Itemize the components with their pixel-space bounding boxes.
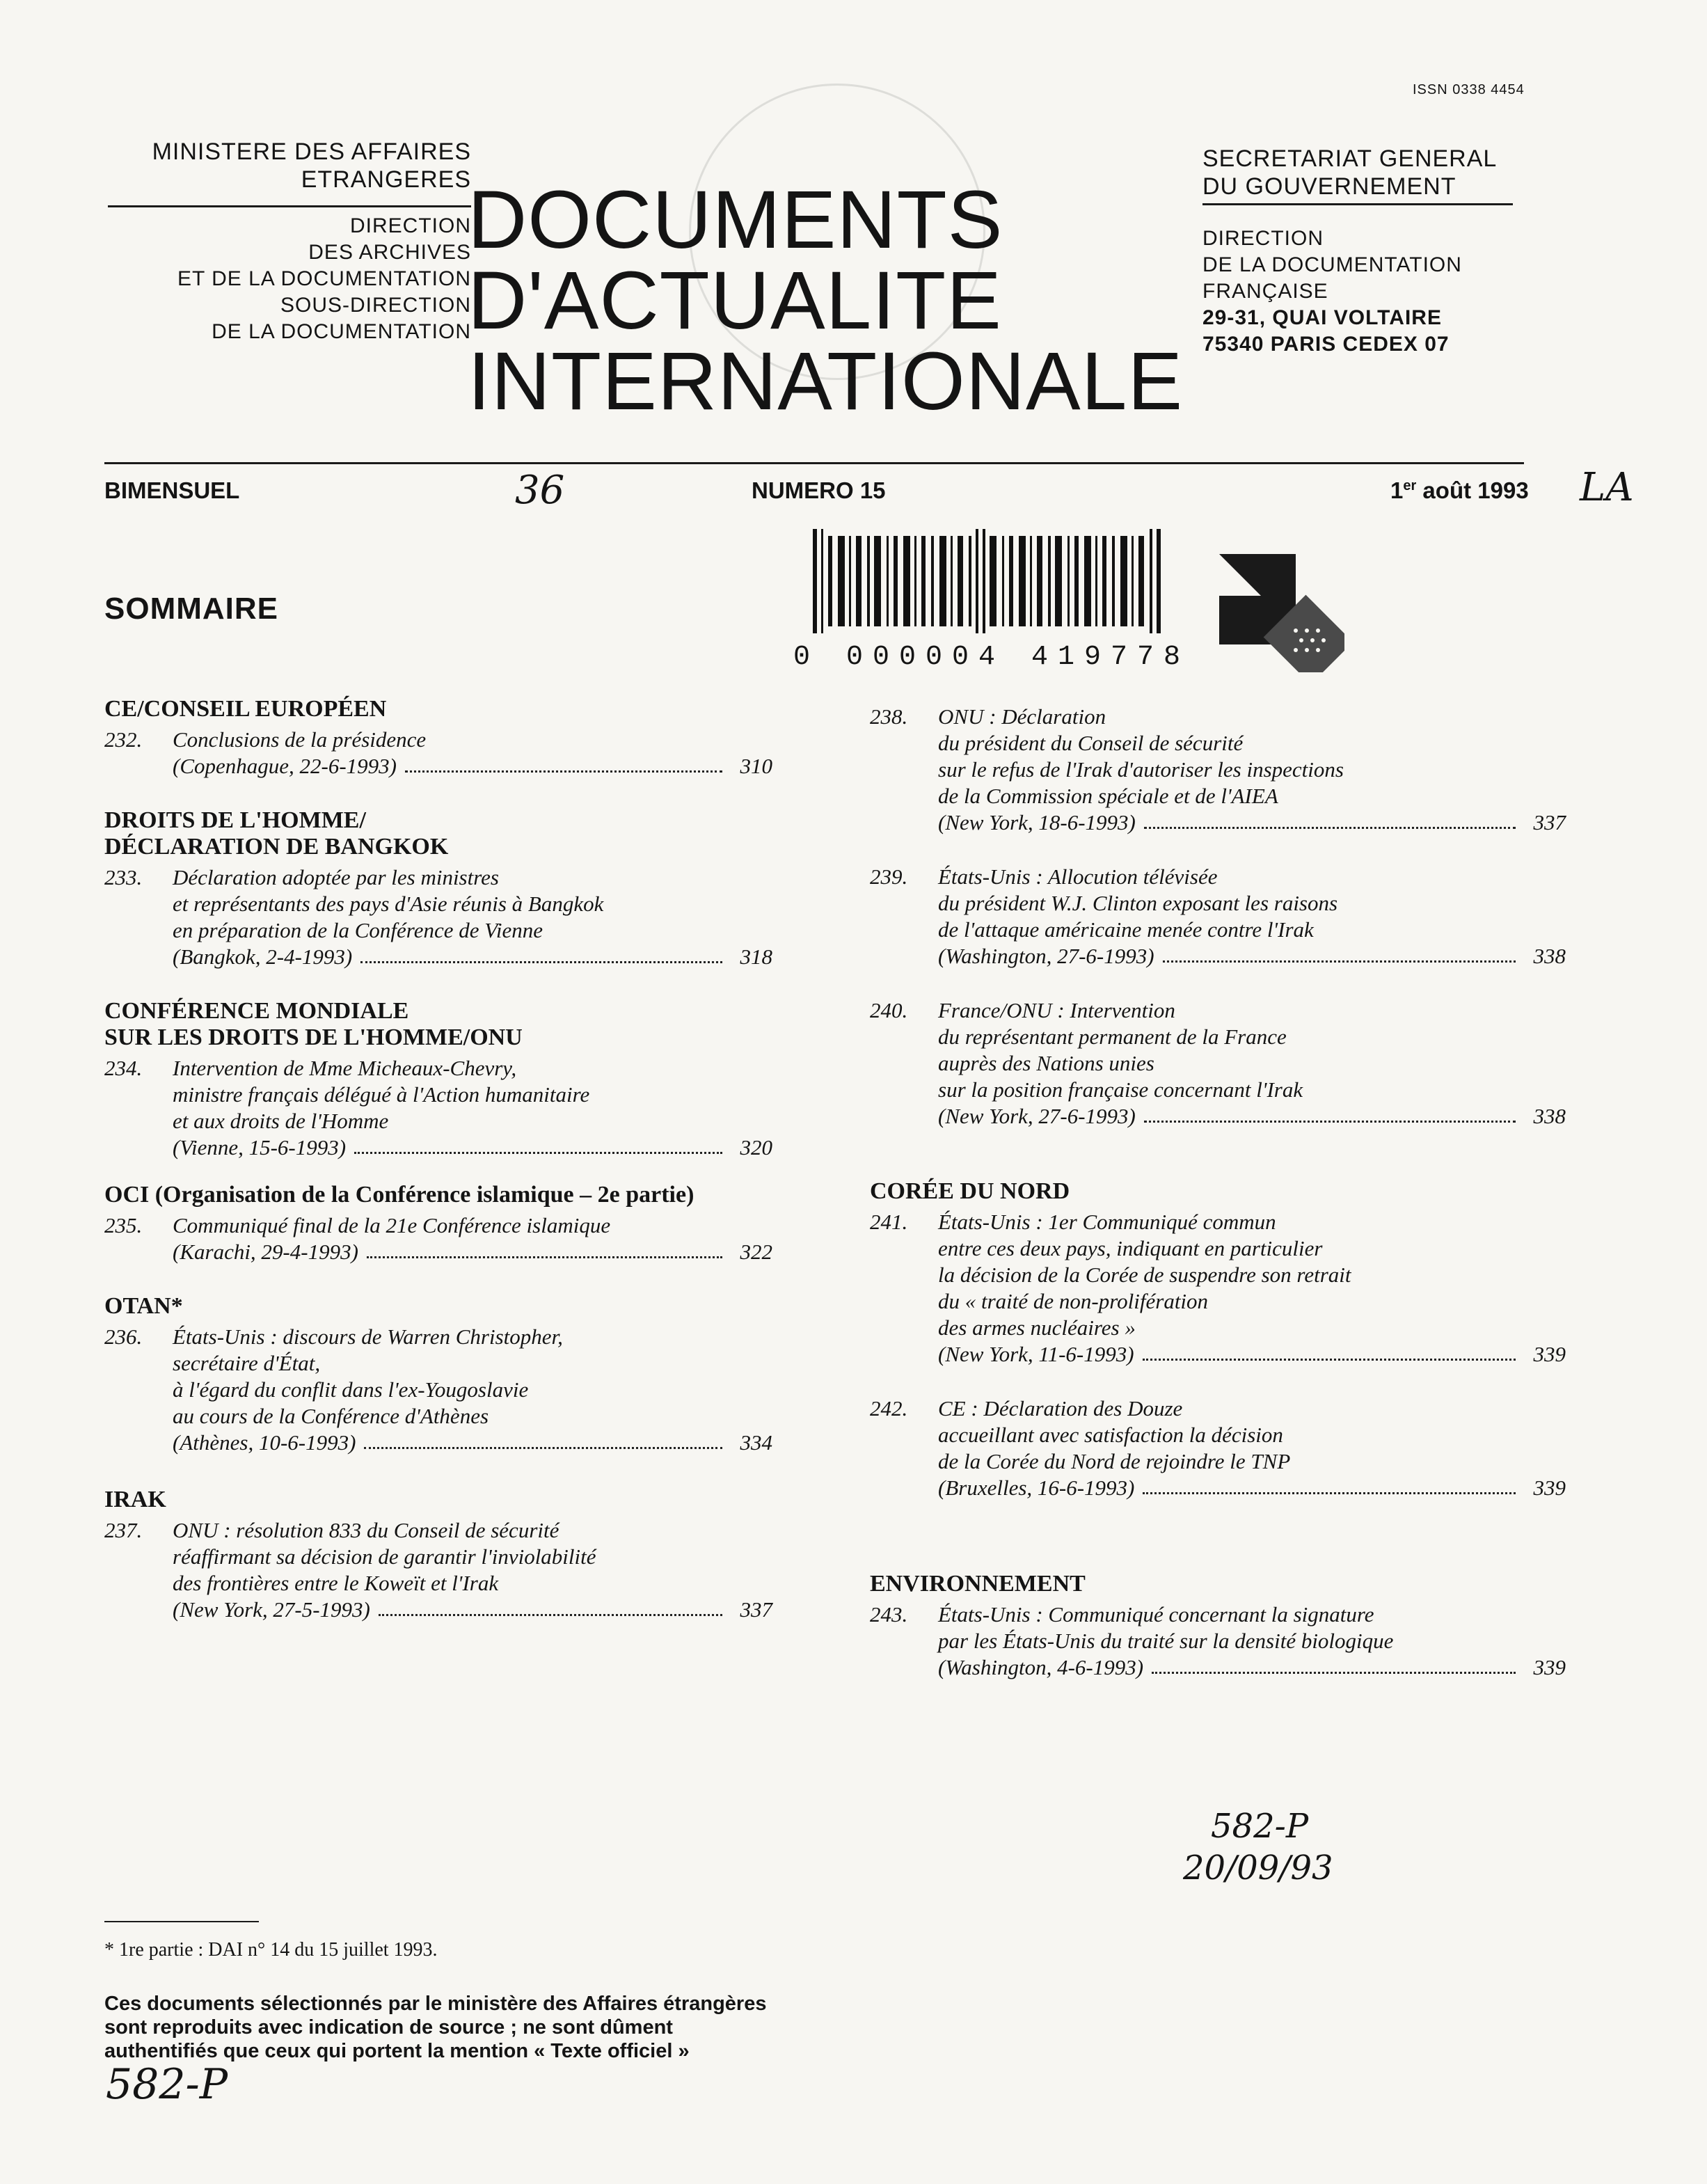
entry-line: CE : Déclaration des Douze	[938, 1396, 1183, 1421]
entry-last-line	[938, 809, 1566, 836]
title-line: DOCUMENTS	[468, 174, 1003, 266]
toc-entry[interactable]	[870, 997, 1566, 1130]
entry-line: du « traité de non-prolifération	[938, 1289, 1209, 1313]
toc-left-column	[104, 696, 772, 1623]
entry-source: (Copenhague, 22-6-1993)	[173, 754, 397, 778]
entry-last-line	[938, 1654, 1566, 1681]
section-title-line: OTAN*	[104, 1293, 183, 1319]
entry-text	[938, 1209, 1566, 1368]
handwritten-code: 582-P	[106, 2060, 228, 2109]
date-day: 1	[1390, 477, 1404, 503]
entry-page: 339	[1533, 1655, 1566, 1679]
entry-number: 237.	[104, 1518, 143, 1542]
entry-source: (Bangkok, 2-4-1993)	[173, 944, 353, 969]
ministry-line: ETRANGERES	[301, 166, 471, 193]
section-title-line: CONFÉRENCE MONDIALE	[104, 998, 409, 1024]
section-title-line: IRAK	[104, 1487, 166, 1512]
entry-line: réaffirmant sa décision de garantir l'inviolabilité	[173, 1544, 596, 1569]
entry-line: du représentant permanent de la France	[938, 1024, 1287, 1049]
direction-line: DIRECTION	[1202, 227, 1324, 250]
entry-line: de la Commission spéciale et de l'AIEA	[938, 784, 1278, 808]
handwritten-code: 582-P	[1211, 1807, 1309, 1846]
entry-text	[938, 1601, 1566, 1681]
toc-entry[interactable]	[870, 864, 1566, 970]
leader-dots	[1143, 1475, 1516, 1494]
entry-page: 320	[740, 1135, 772, 1160]
authenticity-notice: Ces documents sélectionnés par le ministère des Affaires étrangères sont reproduits avec indication de source ; ne sont dûment authentifiés que ceux qui portent la mention « Texte officiel »	[104, 1993, 767, 2062]
leader-dots	[1163, 943, 1516, 963]
entry-line: au cours de la Conférence d'Athènes	[173, 1404, 489, 1428]
entry-last-line	[938, 1103, 1566, 1130]
date-rest: août 1993	[1416, 477, 1529, 503]
entry-page: 334	[740, 1430, 772, 1455]
leader-dots	[360, 944, 722, 963]
entry-line: ministre français délégué à l'Action humanitaire	[173, 1082, 590, 1107]
entry-line: Déclaration adoptée par les ministres	[173, 865, 499, 889]
entry-source: (New York, 18-6-1993)	[938, 810, 1136, 834]
direction-line: DE LA DOCUMENTATION	[1202, 253, 1462, 276]
toc-entry[interactable]	[104, 1212, 772, 1265]
entry-text	[173, 727, 772, 780]
entry-source: (Athènes, 10-6-1993)	[173, 1430, 356, 1455]
entry-page: 339	[1533, 1342, 1566, 1366]
entry-last-line	[173, 1239, 772, 1265]
entry-line: des armes nucléaires »	[938, 1315, 1136, 1340]
entry-line: États-Unis : Allocution télévisée	[938, 864, 1218, 889]
entry-line: France/ONU : Intervention	[938, 998, 1175, 1022]
section-title-line: OCI (Organisation de la Conférence islamique – 2e partie)	[104, 1182, 694, 1208]
entry-last-line	[173, 1430, 772, 1456]
entry-line: États-Unis : Communiqué concernant la signature	[938, 1602, 1374, 1627]
secretariat-line: SECRETARIAT GENERAL	[1202, 145, 1498, 172]
entry-text	[173, 864, 772, 970]
toc-entry[interactable]	[104, 727, 772, 780]
leader-dots	[1143, 1341, 1516, 1361]
entry-line: de l'attaque américaine menée contre l'Irak	[938, 917, 1314, 942]
entry-number: 240.	[870, 998, 908, 1022]
entry-page: 322	[740, 1240, 772, 1264]
entry-text	[173, 1212, 772, 1265]
entry-page: 318	[740, 944, 772, 969]
header-rule	[104, 462, 1524, 464]
entry-text	[173, 1055, 772, 1161]
toc-entry[interactable]	[104, 1324, 772, 1456]
entry-line: la décision de la Corée de suspendre son retrait	[938, 1263, 1351, 1287]
leader-dots	[1144, 809, 1516, 829]
section-heading	[870, 1178, 1566, 1205]
date-sup: er	[1403, 478, 1417, 493]
entry-line: du président W.J. Clinton exposant les raisons	[938, 891, 1338, 915]
direction-line: SOUS-DIRECTION	[280, 294, 471, 317]
section-heading	[104, 1293, 772, 1320]
entry-line: à l'égard du conflit dans l'ex-Yougoslavie	[173, 1377, 529, 1402]
entry-line: en préparation de la Conférence de Vienne	[173, 918, 543, 942]
entry-number: 243.	[870, 1602, 908, 1627]
ministry-name	[152, 138, 471, 193]
ministry-line: MINISTERE DES AFFAIRES	[152, 139, 471, 165]
title-line: INTERNATIONALE	[468, 335, 1184, 427]
secretariat	[1202, 145, 1497, 200]
entry-number: 236.	[104, 1324, 143, 1349]
entry-text	[938, 1395, 1566, 1501]
entry-page: 339	[1533, 1475, 1566, 1500]
entry-line: et aux droits de l'Homme	[173, 1109, 389, 1133]
entry-source: (Bruxelles, 16-6-1993)	[938, 1475, 1135, 1500]
section-title-line: DÉCLARATION DE BANGKOK	[104, 834, 449, 860]
entry-line: États-Unis : discours de Warren Christopher,	[173, 1324, 563, 1349]
leader-dots	[364, 1430, 722, 1449]
entry-line: Intervention de Mme Micheaux-Chevry,	[173, 1056, 517, 1080]
entry-source: (New York, 27-6-1993)	[938, 1104, 1136, 1128]
entry-last-line	[173, 753, 772, 780]
entry-source: (New York, 11-6-1993)	[938, 1342, 1134, 1366]
entry-line: ONU : résolution 833 du Conseil de sécurité	[173, 1518, 559, 1542]
handwritten-date: 20/09/93	[1183, 1849, 1333, 1888]
entry-page: 337	[740, 1597, 772, 1622]
toc-entry[interactable]	[870, 1395, 1566, 1501]
entry-text	[173, 1324, 772, 1456]
toc-entry[interactable]	[870, 1209, 1566, 1368]
divider	[108, 205, 471, 207]
section-heading	[870, 1571, 1566, 1597]
entry-line: par les États-Unis du traité sur la densité biologique	[938, 1629, 1394, 1653]
issue-date	[1390, 477, 1529, 504]
entry-last-line	[173, 1597, 772, 1623]
section-heading	[104, 998, 772, 1051]
barcode-number: 0 000004 419778	[793, 642, 1191, 673]
entry-line: de la Corée du Nord de rejoindre le TNP	[938, 1449, 1291, 1473]
divider	[1202, 203, 1513, 205]
leader-dots	[405, 753, 722, 773]
entry-text	[938, 997, 1566, 1130]
entry-line: du président du Conseil de sécurité	[938, 731, 1244, 755]
handwritten-number: 36	[515, 468, 565, 513]
footnote-rule	[104, 1921, 259, 1922]
entry-line: auprès des Nations unies	[938, 1051, 1154, 1075]
leader-dots	[1152, 1654, 1516, 1674]
issue-number: NUMERO 15	[752, 477, 886, 503]
direction-left	[177, 213, 471, 345]
section-title-line: CORÉE DU NORD	[870, 1178, 1070, 1204]
title-line: D'ACTUALITE	[468, 255, 1002, 347]
direction-line: DE LA DOCUMENTATION	[212, 320, 471, 343]
entry-source: (New York, 27-5-1993)	[173, 1597, 370, 1622]
section-title-line: SUR LES DROITS DE L'HOMME/ONU	[104, 1024, 523, 1050]
entry-line: secrétaire d'État,	[173, 1351, 321, 1375]
entry-page: 338	[1533, 944, 1566, 968]
toc-entry[interactable]	[104, 1517, 772, 1623]
entry-number: 235.	[104, 1213, 143, 1237]
entry-text	[938, 704, 1566, 836]
leader-dots	[1144, 1103, 1516, 1123]
entry-page: 338	[1533, 1104, 1566, 1128]
entry-last-line	[938, 1341, 1566, 1368]
direction-line: DES ARCHIVES	[308, 241, 471, 264]
entry-line: Communiqué final de la 21e Conférence islamique	[173, 1213, 611, 1237]
toc-right-column	[870, 699, 1566, 1681]
entry-last-line	[173, 944, 772, 970]
section-heading	[104, 696, 772, 722]
issn: ISSN 0338 4454	[1413, 82, 1525, 97]
entry-last-line	[938, 1475, 1566, 1501]
entry-number: 233.	[104, 865, 143, 889]
entry-line: des frontières entre le Koweït et l'Irak	[173, 1571, 499, 1595]
entry-line: accueillant avec satisfaction la décision	[938, 1423, 1283, 1447]
leader-dots	[354, 1134, 722, 1154]
frequency: BIMENSUEL	[104, 477, 240, 503]
entry-text	[173, 1517, 772, 1623]
section-title-line: ENVIRONNEMENT	[870, 1571, 1086, 1597]
entry-line: ONU : Déclaration	[938, 704, 1106, 729]
entry-page: 310	[740, 754, 772, 778]
secretariat-line: DU GOUVERNEMENT	[1202, 173, 1456, 200]
entry-line: entre ces deux pays, indiquant en particulier	[938, 1236, 1323, 1260]
direction-line: DIRECTION	[350, 214, 471, 237]
handwritten-initials: LA	[1580, 465, 1634, 510]
section-heading	[104, 807, 772, 860]
barcode	[807, 529, 1197, 640]
section-heading	[104, 1487, 772, 1513]
entry-number: 242.	[870, 1396, 908, 1421]
section-title-line: DROITS DE L'HOMME/	[104, 807, 366, 833]
entry-text	[938, 864, 1566, 970]
entry-last-line	[938, 943, 1566, 970]
section-heading	[104, 1182, 772, 1208]
entry-line: Conclusions de la présidence	[173, 727, 427, 752]
sommaire-heading: SOMMAIRE	[104, 592, 278, 626]
entry-source: (Vienne, 15-6-1993)	[173, 1135, 347, 1160]
footnote: * 1re partie : DAI n° 14 du 15 juillet 1993.	[104, 1939, 438, 1961]
documentation-francaise-logo	[1219, 554, 1344, 672]
entry-number: 234.	[104, 1056, 143, 1080]
toc-entry[interactable]	[870, 704, 1566, 836]
entry-number: 241.	[870, 1210, 908, 1234]
publication-title	[468, 174, 1184, 427]
entry-page: 337	[1533, 810, 1566, 834]
direction-line: ET DE LA DOCUMENTATION	[177, 267, 471, 290]
entry-number: 238.	[870, 704, 908, 729]
direction-line: 75340 PARIS CEDEX 07	[1202, 333, 1450, 356]
entry-source: (Washington, 27-6-1993)	[938, 944, 1154, 968]
entry-line: sur la position française concernant l'Irak	[938, 1077, 1303, 1102]
entry-source: (Washington, 4-6-1993)	[938, 1655, 1144, 1679]
entry-line: États-Unis : 1er Communiqué commun	[938, 1210, 1276, 1234]
toc-entry[interactable]	[104, 1055, 772, 1161]
direction-line: FRANÇAISE	[1202, 280, 1328, 303]
toc-entry[interactable]	[870, 1601, 1566, 1681]
entry-line: sur le refus de l'Irak d'autoriser les inspections	[938, 757, 1344, 782]
leader-dots	[367, 1239, 722, 1258]
entry-line: et représentants des pays d'Asie réunis à Bangkok	[173, 892, 604, 916]
entry-number: 239.	[870, 864, 908, 889]
toc-entry[interactable]	[104, 864, 772, 970]
direction-line: 29-31, QUAI VOLTAIRE	[1202, 306, 1442, 329]
section-title-line: CE/CONSEIL EUROPÉEN	[104, 696, 387, 722]
entry-source: (Karachi, 29-4-1993)	[173, 1240, 358, 1264]
entry-last-line	[173, 1134, 772, 1161]
leader-dots	[379, 1597, 722, 1616]
direction-right	[1202, 225, 1462, 358]
entry-number: 232.	[104, 727, 143, 752]
